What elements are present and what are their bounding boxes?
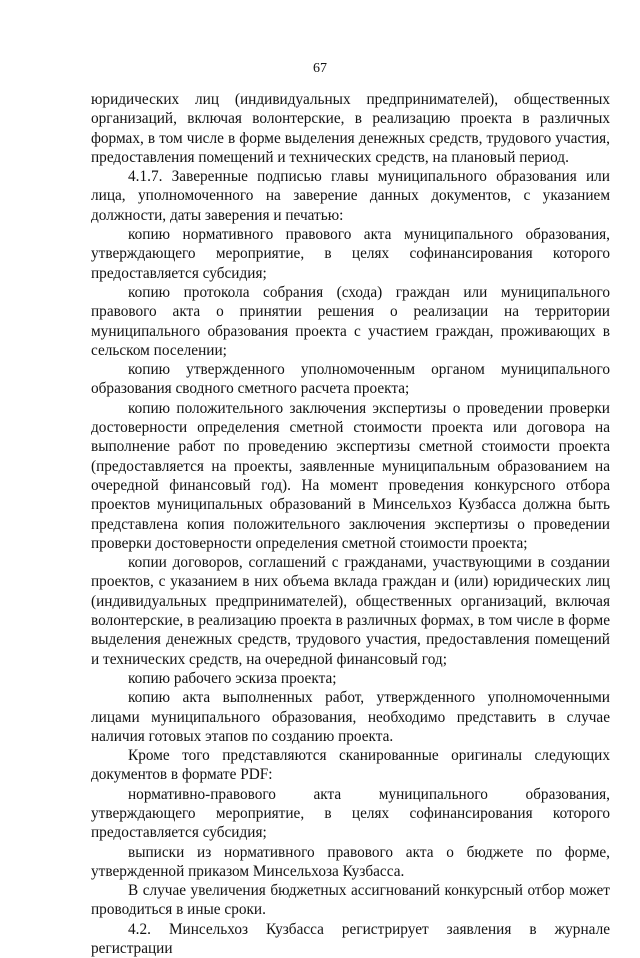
paragraph-other-terms: В случае увеличения бюджетных ассигнований конкурсный отбор может проводиться в иные сроки. [91, 882, 610, 919]
list-item-protocol-copy: копию протокола собрания (схода) граждан или муниципального правового акта о принятии решения о реализации на территории муниципального образования проекта с участием граждан, проживающих в сельском поселении; [91, 283, 610, 359]
paragraph-4-1-7: 4.1.7. Заверенные подписью главы муниципального образования или лица, уполномоченного на заверение данных документов, с указанием должности, даты заверения и печатью: [91, 168, 610, 224]
page-number: 67 [313, 61, 327, 76]
list-item-sketch-copy: копию рабочего эскиза проекта; [128, 669, 337, 687]
list-item-expertise-copy: копию положительного заключения экспертизы о проведении проверки достоверности определения сметной стоимости проекта или договора на выполнение работ по проведению экспертизы сметной стоимости проекта (предоставляется на проекты, заявленные муниципальным образованием на очередной финансовый год). На момент проведения конкурсного отбора проектов муниципальных образований в Минсельхоз Кузбасса должна быть представлена копия положительного заключения экспертизы о проведении проверки достоверности определения сметной стоимости проекта; [91, 399, 610, 552]
document-body [91, 90, 610, 958]
list-item-normative-act-scan: нормативно-правового акта муниципального образования, утверждающего мероприятие, в целях софинансирования которого предоставляется субсидия; [91, 785, 610, 842]
list-item-contracts-copy: копии договоров, соглашений с гражданами, участвующими в создании проектов, с указанием в них объема вклада граждан и (или) юридических лиц (индивидуальных предпринимателей), общественных организаций, включая волонтерские, в реализацию проекта в различных формах, в том числе в форме выделения денежных средств, трудового участия, предоставления помещений и технических средств, на очередной финансовый год; [91, 554, 610, 668]
list-item-estimate-copy: копию утвержденного уполномоченным органом муниципального образования сводного сметного расчета проекта; [91, 361, 610, 398]
paragraph-4-2: 4.2. Минсельхоз Кузбасса регистрирует заявления в журнале регистрации [91, 920, 610, 958]
paragraph-scanned-originals: Кроме того представляются сканированные оригиналы следующих документов в формате PDF: [91, 747, 610, 784]
paragraph-continuation: юридических лиц (индивидуальных предпринимателей), общественных организаций, включая волонтерские, в реализацию проекта в различных формах, в том числе в форме выделения денежных средств, трудового участия, предоставления помещений и технических средств, на плановый период. [91, 91, 610, 166]
list-item-budget-extract-scan: выписки из нормативного правового акта о бюджете по форме, утвержденной приказом Минсельхоза Кузбасса. [91, 843, 610, 880]
list-item-acceptance-act-copy: копию акта выполненных работ, утвержденного уполномоченными лицами муниципального образования, необходимо представить в случае наличия готовых этапов по созданию проекта. [91, 689, 610, 745]
list-item-normative-act-copy: копию нормативного правового акта муниципального образования, утверждающего мероприятие, в целях софинансирования которого предоставляется субсидия; [91, 226, 610, 282]
